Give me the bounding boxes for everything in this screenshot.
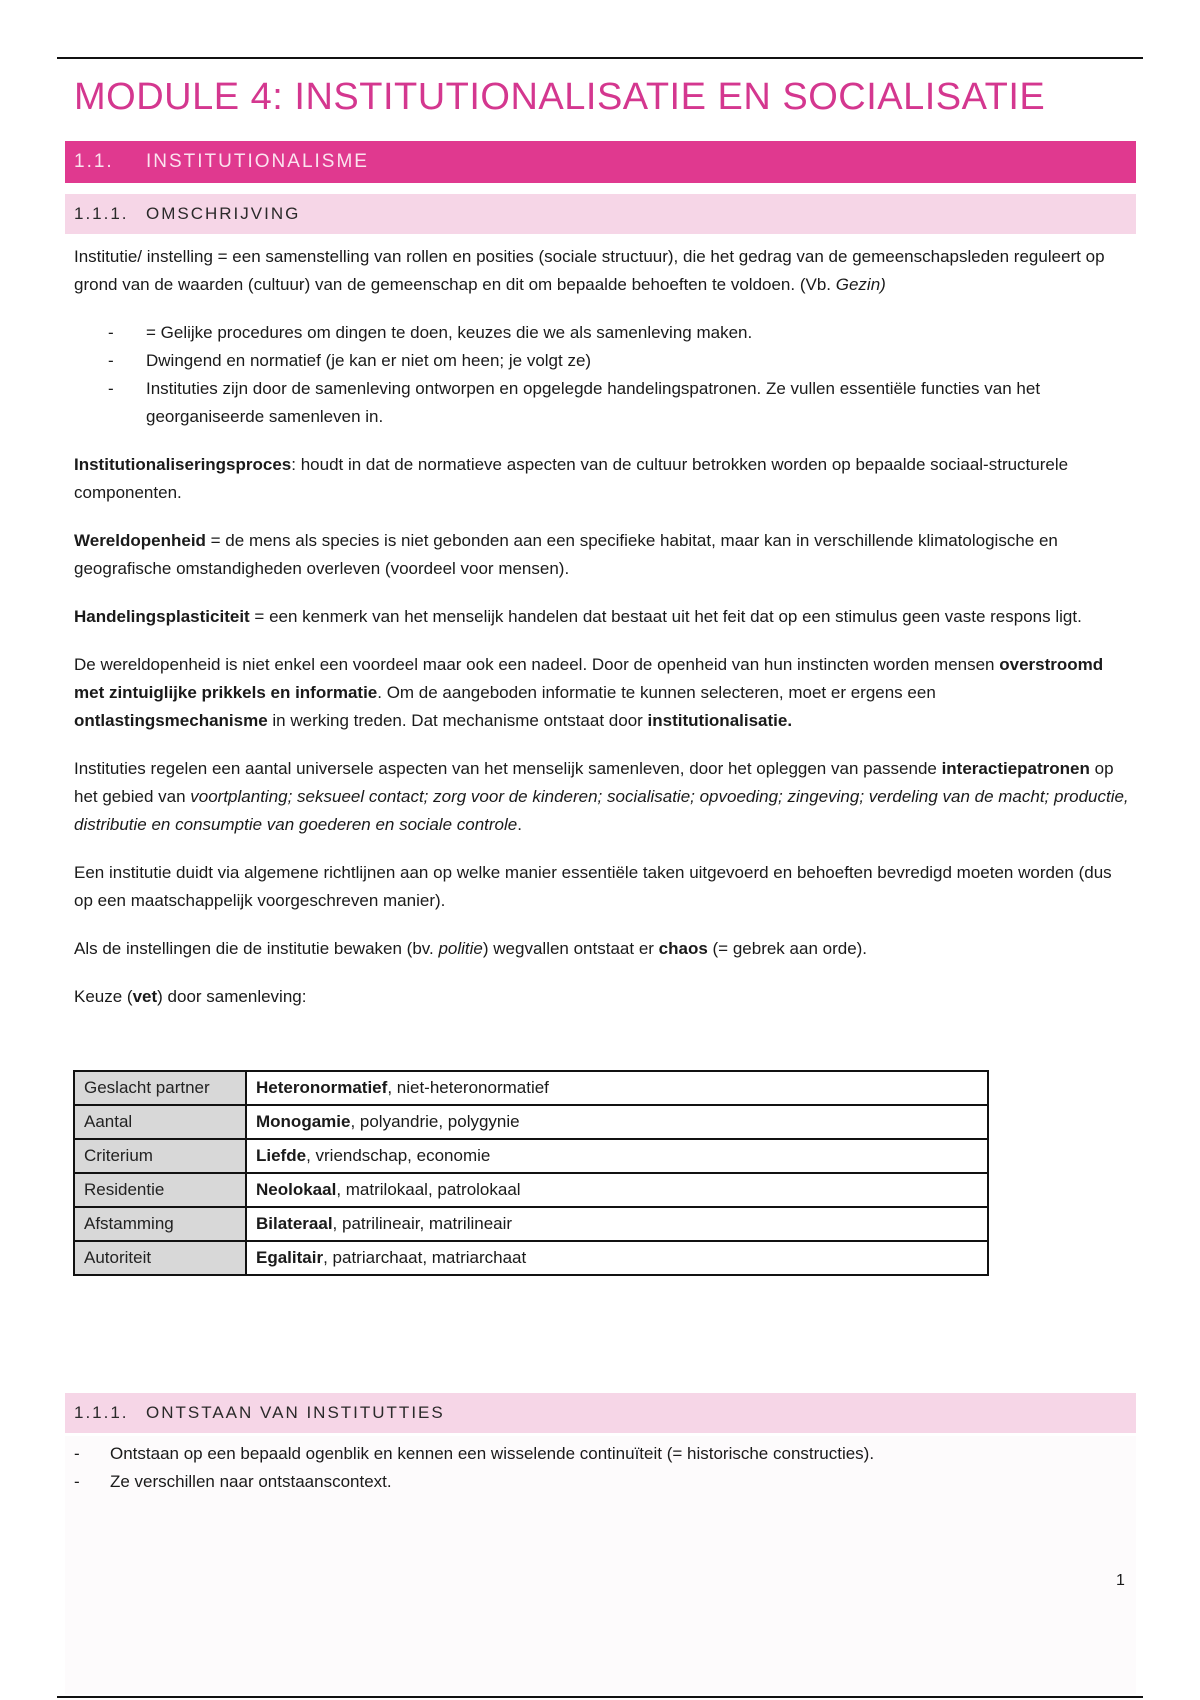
subsection-title: OMSCHRIJVING (146, 204, 301, 223)
table-row-value: Bilateraal, patrilineair, matrilineair (246, 1207, 988, 1241)
paragraph-wereldopenheid-nadeel: De wereldopenheid is niet enkel een voordeel maar ook een nadeel. Door de openheid van hun instincten worden mensen overstroomd met zintuiglijke prikkels en informatie. Om de aangeboden informatie te kunnen selecteren, moet er ergens een ontlastingsmechanisme in werking treden. Dat mechanisme ontstaat door institutionalisatie. (74, 655, 1104, 730)
paragraph-richtlijnen: Een institutie duidt via algemene richtlijnen aan op welke manier essentiële taken uitgevoerd en behoeften bevredigd moeten worden (dus op een maatschappelijk voorgeschreven manier). (74, 863, 1112, 910)
paragraph-definition: Institutie/ instelling = een samenstelling van rollen en posities (sociale structuur), die het gedrag van de gemeenschapsleden reguleert op grond van de waarden (cultuur) van de gemeenschap en dit om bepaalde behoeften te voldoen. (Vb. Gezin) (74, 247, 1105, 294)
list-item: - = Gelijke procedures om dingen te doen, keuzes die we als samenleving maken. (74, 319, 1134, 347)
table-row (74, 1173, 988, 1207)
paragraph-wereldopenheid: Wereldopenheid = de mens als species is niet gebonden aan een specifieke habitat, maar kan in verschillende klimatologische en geografische omstandigheden overleven (voordeel voor mensen). (74, 531, 1058, 578)
table-row-value: Monogamie, polyandrie, polygynie (246, 1105, 988, 1139)
paragraph-interactiepatronen: Instituties regelen een aantal universele aspecten van het menselijk samenleven, door het opleggen van passende interactiepatronen op het gebied van voortplanting; seksueel contact; zorg voor de kinderen; socialisatie; opvoeding; zingeving; verdeling van de macht; productie, distributie en consumptie van goederen en sociale controle. (74, 759, 1129, 834)
subsection-heading-omschrijving (65, 194, 1136, 234)
bottom-rule (57, 1696, 1143, 1698)
list-item: - Dwingend en normatief (je kan er niet om heen; je volgt ze) (74, 347, 1134, 375)
table-row (74, 1105, 988, 1139)
table-row-label: Autoriteit (74, 1241, 246, 1275)
section-number: 1.1. (74, 151, 114, 172)
body-content (74, 243, 1134, 1031)
table-row-value: Liefde, vriendschap, economie (246, 1139, 988, 1173)
section-heading (65, 141, 1136, 183)
page-number: 1 (1116, 1572, 1125, 1589)
paragraph-keuze: Keuze (vet) door samenleving: (74, 987, 307, 1006)
table-row-label: Aantal (74, 1105, 246, 1139)
table-row-label: Geslacht partner (74, 1071, 246, 1105)
list-item: - Ze verschillen naar ontstaanscontext. (74, 1468, 1134, 1496)
table-row (74, 1071, 988, 1105)
module-title: MODULE 4: INSTITUTIONALISATIE EN SOCIALISATIE (74, 76, 1046, 118)
list-item: - Instituties zijn door de samenleving ontworpen en opgelegde handelingspatronen. Ze vullen essentiële functies van het georganiseerde samenleven in. (74, 375, 1134, 431)
table-row (74, 1139, 988, 1173)
ontstaan-bullets (74, 1440, 1134, 1496)
table-row-value: Neolokaal, matrilokaal, patrolokaal (246, 1173, 988, 1207)
section-title: INSTITUTIONALISME (146, 151, 369, 172)
table-row-value: Heteronormatief, niet-heteronormatief (246, 1071, 988, 1105)
choices-table (73, 1070, 989, 1276)
table-row (74, 1241, 988, 1275)
subsection-number: 1.1.1. (74, 204, 129, 223)
table-row-value: Egalitair, patriarchaat, matriarchaat (246, 1241, 988, 1275)
subsection-number: 1.1.1. (74, 1403, 129, 1422)
paragraph-chaos: Als de instellingen die de institutie bewaken (bv. politie) wegvallen ontstaat er chaos (= gebrek aan orde). (74, 939, 868, 958)
top-rule (57, 57, 1143, 59)
table-row-label: Criterium (74, 1139, 246, 1173)
list-item: - Ontstaan op een bepaald ogenblik en kennen een wisselende continuïteit (= historische constructies). (74, 1440, 1134, 1468)
subsection-title: ONTSTAAN VAN INSTITUTTIES (146, 1403, 445, 1422)
subsection-heading-ontstaan (65, 1393, 1136, 1433)
table-row (74, 1207, 988, 1241)
paragraph-handelingsplasticiteit: Handelingsplasticiteit = een kenmerk van het menselijk handelen dat bestaat uit het feit dat op een stimulus geen vaste respons ligt. (74, 607, 1082, 626)
definition-bullets (74, 319, 1134, 431)
paragraph-institutionaliseringsproces: Institutionaliseringsproces: houdt in dat de normatieve aspecten van de cultuur betrokken worden op bepaalde sociaal-structurele componenten. (74, 455, 1069, 502)
table-row-label: Residentie (74, 1173, 246, 1207)
table-row-label: Afstamming (74, 1207, 246, 1241)
